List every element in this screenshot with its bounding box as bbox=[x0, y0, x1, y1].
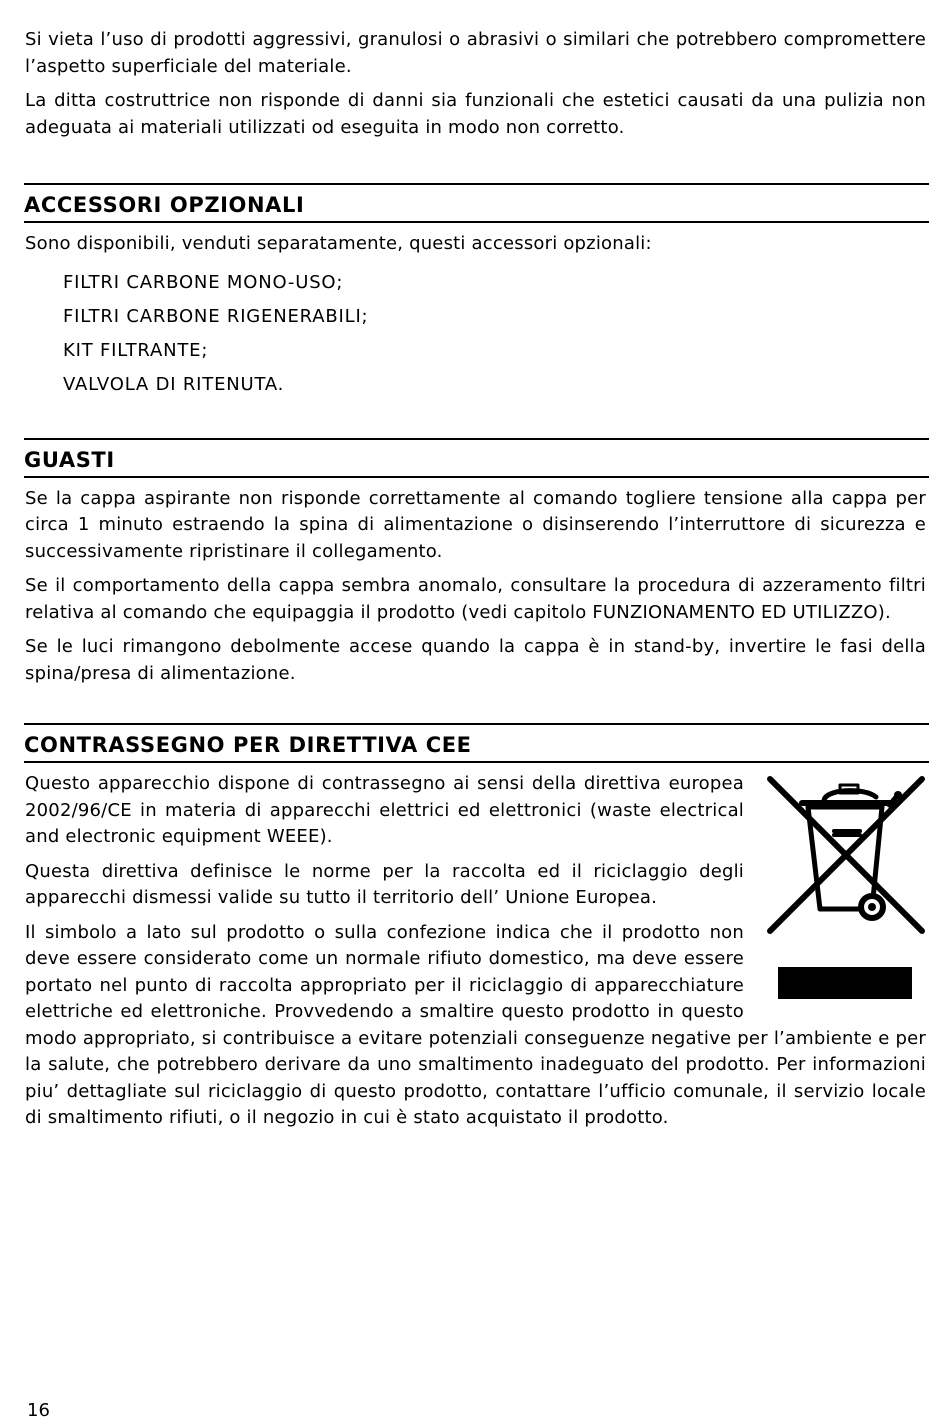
section-weee bbox=[25, 723, 926, 1132]
intro-paragraph-1: Si vieta l’uso di prodotti aggressivi, granulosi o abrasivi o similari che potrebbero compromettere l’aspetto superficiale del materiale. bbox=[25, 29, 926, 77]
list-item: FILTRI CARBONE MONO-USO; bbox=[63, 271, 344, 293]
section-heading-faults bbox=[24, 438, 929, 478]
crossed-out-wheelie-bin-icon bbox=[764, 771, 926, 1007]
section-faults bbox=[25, 438, 926, 688]
weee-paragraph-3: Il simbolo a lato sul prodotto o sulla confezione indica che il prodotto non deve essere considerato come un normale rifiuto domestico, ma deve essere portato nel punto di raccolta appropriato per il riciclaggio di apparecchiature elettriche ed elettroniche. Provvedendo a smaltire questo prodotto in questo modo appropriato, si contribuisce a evitare potenziali conseguenze negative per l’ambiente e per la salute, che potrebbero derivare da uno smaltimento inadeguato del prodotto. Per informazioni piu’ dettagliate sul riciclaggio di questo prodotto, contattare l’ufficio comunale, il servizio locale di smaltimento rifiuti, o il negozio in cui è stato acquistato il prodotto. bbox=[25, 921, 926, 1128]
section-accessories bbox=[25, 183, 926, 402]
section-heading-accessories bbox=[24, 183, 929, 223]
accessories-intro: Sono disponibili, venduti separatamente, questi accessori opzionali: bbox=[25, 233, 652, 254]
faults-paragraph-3: Se le luci rimangono debolmente accese quando la cappa è in stand-by, invertire le fasi della spina/presa di alimentazione. bbox=[25, 636, 926, 684]
faults-paragraph-2: Se il comportamento della cappa sembra anomalo, consultare la procedura di azzeramento filtri relativa al comando che equipaggia il prodotto (vedi capitolo FUNZIONAMENTO ED UTILIZZO). bbox=[25, 575, 926, 623]
accessories-list bbox=[63, 266, 926, 402]
weee-paragraph-2: Questa direttiva definisce le norme per la raccolta ed il riciclaggio degli apparecchi dismessi valide su tutto il territorio dell’ Unione Europea. bbox=[25, 860, 744, 908]
list-item: KIT FILTRANTE; bbox=[63, 339, 209, 361]
section-title: CONTRASSEGNO PER DIRETTIVA CEE bbox=[24, 733, 472, 757]
faults-paragraph-1: Se la cappa aspirante non risponde correttamente al comando togliere tensione alla cappa per circa 1 minuto estraendo la spina di alimentazione o disinserendo l’interruttore di sicurezza e successivamente ripristinare il collegamento. bbox=[25, 487, 926, 562]
page-number: 16 bbox=[27, 1400, 50, 1421]
section-heading-weee bbox=[24, 723, 929, 763]
document-page bbox=[25, 27, 926, 1140]
intro-paragraph-2: La ditta costruttrice non risponde di danni sia funzionali che estetici causati da una pulizia non adeguata ai materiali utilizzati od eseguita in modo non corretto. bbox=[25, 90, 926, 138]
section-title: GUASTI bbox=[24, 447, 115, 472]
section-title: ACCESSORI OPZIONALI bbox=[24, 193, 305, 217]
weee-paragraph-1: Questo apparecchio dispone di contrassegno ai sensi della direttiva europea 2002/96/CE in materia di apparecchi elettrici ed elettronici (waste electrical and electronic equipment WEEE). bbox=[25, 773, 744, 847]
list-item: FILTRI CARBONE RIGENERABILI; bbox=[63, 305, 369, 327]
list-item: VALVOLA DI RITENUTA. bbox=[63, 373, 285, 395]
